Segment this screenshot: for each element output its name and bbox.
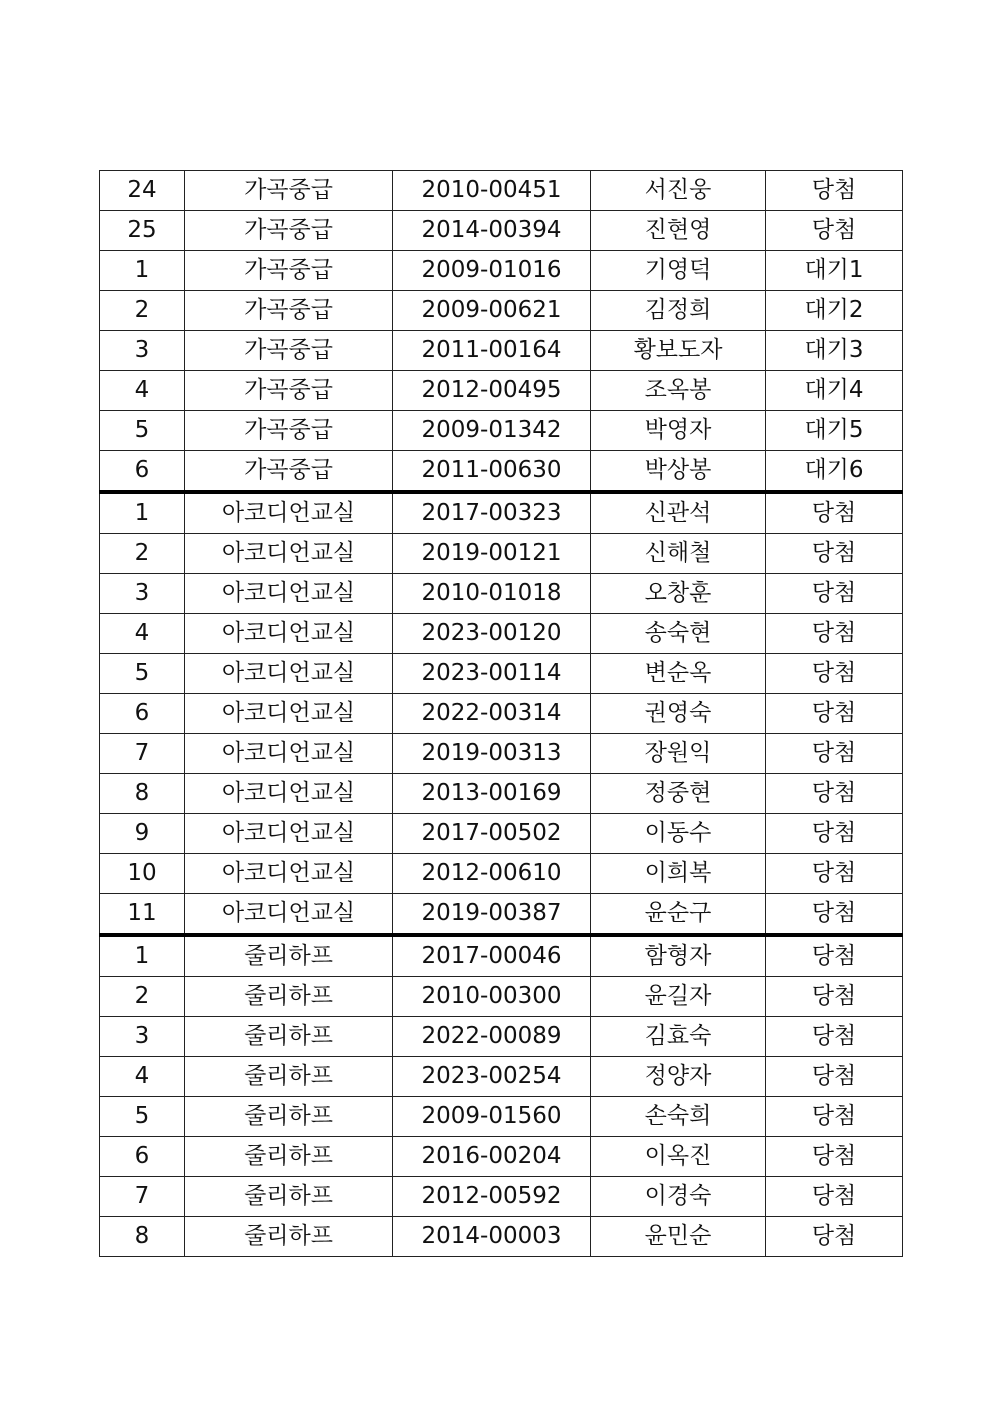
member-id-cell: 2010-00451: [393, 171, 591, 211]
class-name-cell: 줄리하프: [185, 977, 393, 1017]
table-row: [100, 614, 903, 654]
member-name-cell: 오창훈: [591, 574, 766, 614]
class-name-cell: 가곡중급: [185, 251, 393, 291]
row-number-cell: 3: [100, 331, 185, 371]
member-name-cell: 권영숙: [591, 694, 766, 734]
row-number-cell: 25: [100, 211, 185, 251]
row-number-cell: 2: [100, 977, 185, 1017]
member-id-cell: 2022-00089: [393, 1017, 591, 1057]
result-cell: 당첨: [766, 1057, 903, 1097]
class-name-cell: 아코디언교실: [185, 734, 393, 774]
table-row: [100, 1217, 903, 1257]
table-row: [100, 894, 903, 936]
result-cell: 대기2: [766, 291, 903, 331]
class-name-cell: 줄리하프: [185, 935, 393, 977]
row-number-cell: 1: [100, 251, 185, 291]
member-name-cell: 김효숙: [591, 1017, 766, 1057]
member-name-cell: 손숙희: [591, 1097, 766, 1137]
member-id-cell: 2022-00314: [393, 694, 591, 734]
result-cell: 당첨: [766, 1137, 903, 1177]
class-name-cell: 줄리하프: [185, 1137, 393, 1177]
row-number-cell: 1: [100, 935, 185, 977]
table-row: [100, 534, 903, 574]
class-name-cell: 아코디언교실: [185, 574, 393, 614]
row-number-cell: 3: [100, 574, 185, 614]
result-cell: 당첨: [766, 1217, 903, 1257]
row-number-cell: 5: [100, 1097, 185, 1137]
member-name-cell: 박영자: [591, 411, 766, 451]
member-name-cell: 김정희: [591, 291, 766, 331]
row-number-cell: 6: [100, 451, 185, 493]
row-number-cell: 8: [100, 1217, 185, 1257]
result-cell: 당첨: [766, 1177, 903, 1217]
class-name-cell: 아코디언교실: [185, 854, 393, 894]
result-cell: 당첨: [766, 534, 903, 574]
member-name-cell: 변순옥: [591, 654, 766, 694]
member-id-cell: 2011-00630: [393, 451, 591, 493]
table-row: [100, 1097, 903, 1137]
row-number-cell: 9: [100, 814, 185, 854]
table-row: [100, 1177, 903, 1217]
row-number-cell: 4: [100, 1057, 185, 1097]
result-cell: 당첨: [766, 1097, 903, 1137]
row-number-cell: 4: [100, 371, 185, 411]
member-name-cell: 정양자: [591, 1057, 766, 1097]
row-number-cell: 2: [100, 291, 185, 331]
row-number-cell: 3: [100, 1017, 185, 1057]
table-row: [100, 694, 903, 734]
class-name-cell: 가곡중급: [185, 331, 393, 371]
table-row: [100, 774, 903, 814]
member-id-cell: 2014-00394: [393, 211, 591, 251]
member-id-cell: 2014-00003: [393, 1217, 591, 1257]
table-row: [100, 1017, 903, 1057]
member-id-cell: 2012-00610: [393, 854, 591, 894]
result-cell: 당첨: [766, 654, 903, 694]
result-cell: 당첨: [766, 894, 903, 936]
member-id-cell: 2012-00592: [393, 1177, 591, 1217]
table-row: [100, 411, 903, 451]
member-name-cell: 송숙현: [591, 614, 766, 654]
member-id-cell: 2017-00323: [393, 492, 591, 534]
table-row: [100, 331, 903, 371]
result-cell: 당첨: [766, 935, 903, 977]
row-number-cell: 2: [100, 534, 185, 574]
result-cell: 당첨: [766, 977, 903, 1017]
class-name-cell: 줄리하프: [185, 1017, 393, 1057]
result-cell: 당첨: [766, 211, 903, 251]
result-cell: 당첨: [766, 1017, 903, 1057]
result-cell: 대기4: [766, 371, 903, 411]
class-name-cell: 아코디언교실: [185, 694, 393, 734]
row-number-cell: 7: [100, 734, 185, 774]
class-name-cell: 줄리하프: [185, 1057, 393, 1097]
table-row: [100, 654, 903, 694]
result-cell: 대기1: [766, 251, 903, 291]
table-row: [100, 291, 903, 331]
row-number-cell: 6: [100, 1137, 185, 1177]
class-name-cell: 가곡중급: [185, 451, 393, 493]
member-id-cell: 2009-00621: [393, 291, 591, 331]
member-name-cell: 서진웅: [591, 171, 766, 211]
result-cell: 대기6: [766, 451, 903, 493]
member-name-cell: 이옥진: [591, 1137, 766, 1177]
member-name-cell: 박상봉: [591, 451, 766, 493]
member-id-cell: 2009-01016: [393, 251, 591, 291]
class-name-cell: 줄리하프: [185, 1217, 393, 1257]
member-name-cell: 이희복: [591, 854, 766, 894]
member-name-cell: 윤길자: [591, 977, 766, 1017]
table-row: [100, 1057, 903, 1097]
row-number-cell: 1: [100, 492, 185, 534]
class-name-cell: 아코디언교실: [185, 814, 393, 854]
row-number-cell: 10: [100, 854, 185, 894]
row-number-cell: 5: [100, 411, 185, 451]
table-row: [100, 492, 903, 534]
table-row: [100, 251, 903, 291]
member-name-cell: 신해철: [591, 534, 766, 574]
class-name-cell: 가곡중급: [185, 211, 393, 251]
class-name-cell: 가곡중급: [185, 171, 393, 211]
class-name-cell: 가곡중급: [185, 411, 393, 451]
member-id-cell: 2019-00387: [393, 894, 591, 936]
table-row: [100, 574, 903, 614]
table-row: [100, 371, 903, 411]
result-cell: 당첨: [766, 171, 903, 211]
result-cell: 당첨: [766, 854, 903, 894]
row-number-cell: 11: [100, 894, 185, 936]
member-name-cell: 이동수: [591, 814, 766, 854]
class-name-cell: 아코디언교실: [185, 614, 393, 654]
member-name-cell: 이경숙: [591, 1177, 766, 1217]
member-name-cell: 장원익: [591, 734, 766, 774]
member-id-cell: 2013-00169: [393, 774, 591, 814]
table-row: [100, 211, 903, 251]
member-id-cell: 2009-01560: [393, 1097, 591, 1137]
table-body: [100, 171, 903, 1257]
member-id-cell: 2017-00502: [393, 814, 591, 854]
result-cell: 당첨: [766, 492, 903, 534]
row-number-cell: 6: [100, 694, 185, 734]
member-id-cell: 2023-00120: [393, 614, 591, 654]
table-row: [100, 854, 903, 894]
member-name-cell: 윤순구: [591, 894, 766, 936]
member-id-cell: 2019-00313: [393, 734, 591, 774]
result-cell: 당첨: [766, 614, 903, 654]
row-number-cell: 5: [100, 654, 185, 694]
member-name-cell: 윤민순: [591, 1217, 766, 1257]
member-id-cell: 2012-00495: [393, 371, 591, 411]
result-cell: 당첨: [766, 774, 903, 814]
table-row: [100, 977, 903, 1017]
row-number-cell: 4: [100, 614, 185, 654]
class-name-cell: 가곡중급: [185, 371, 393, 411]
row-number-cell: 7: [100, 1177, 185, 1217]
class-name-cell: 아코디언교실: [185, 492, 393, 534]
member-name-cell: 기영덕: [591, 251, 766, 291]
lottery-results-table: [99, 170, 903, 1257]
table-row: [100, 734, 903, 774]
member-id-cell: 2023-00114: [393, 654, 591, 694]
result-cell: 당첨: [766, 734, 903, 774]
class-name-cell: 아코디언교실: [185, 654, 393, 694]
row-number-cell: 8: [100, 774, 185, 814]
class-name-cell: 아코디언교실: [185, 534, 393, 574]
table-row: [100, 451, 903, 493]
member-name-cell: 조옥봉: [591, 371, 766, 411]
member-name-cell: 정중현: [591, 774, 766, 814]
table-row: [100, 935, 903, 977]
member-id-cell: 2016-00204: [393, 1137, 591, 1177]
member-id-cell: 2017-00046: [393, 935, 591, 977]
member-id-cell: 2009-01342: [393, 411, 591, 451]
class-name-cell: 줄리하프: [185, 1177, 393, 1217]
member-name-cell: 함형자: [591, 935, 766, 977]
class-name-cell: 아코디언교실: [185, 774, 393, 814]
member-id-cell: 2010-00300: [393, 977, 591, 1017]
member-name-cell: 황보도자: [591, 331, 766, 371]
result-cell: 당첨: [766, 574, 903, 614]
member-id-cell: 2019-00121: [393, 534, 591, 574]
result-cell: 당첨: [766, 814, 903, 854]
member-id-cell: 2010-01018: [393, 574, 591, 614]
member-id-cell: 2023-00254: [393, 1057, 591, 1097]
class-name-cell: 아코디언교실: [185, 894, 393, 936]
table-row: [100, 171, 903, 211]
member-name-cell: 신관석: [591, 492, 766, 534]
result-cell: 당첨: [766, 694, 903, 734]
result-cell: 대기5: [766, 411, 903, 451]
row-number-cell: 24: [100, 171, 185, 211]
member-id-cell: 2011-00164: [393, 331, 591, 371]
class-name-cell: 줄리하프: [185, 1097, 393, 1137]
class-name-cell: 가곡중급: [185, 291, 393, 331]
table-row: [100, 1137, 903, 1177]
member-name-cell: 진현영: [591, 211, 766, 251]
result-cell: 대기3: [766, 331, 903, 371]
table-row: [100, 814, 903, 854]
